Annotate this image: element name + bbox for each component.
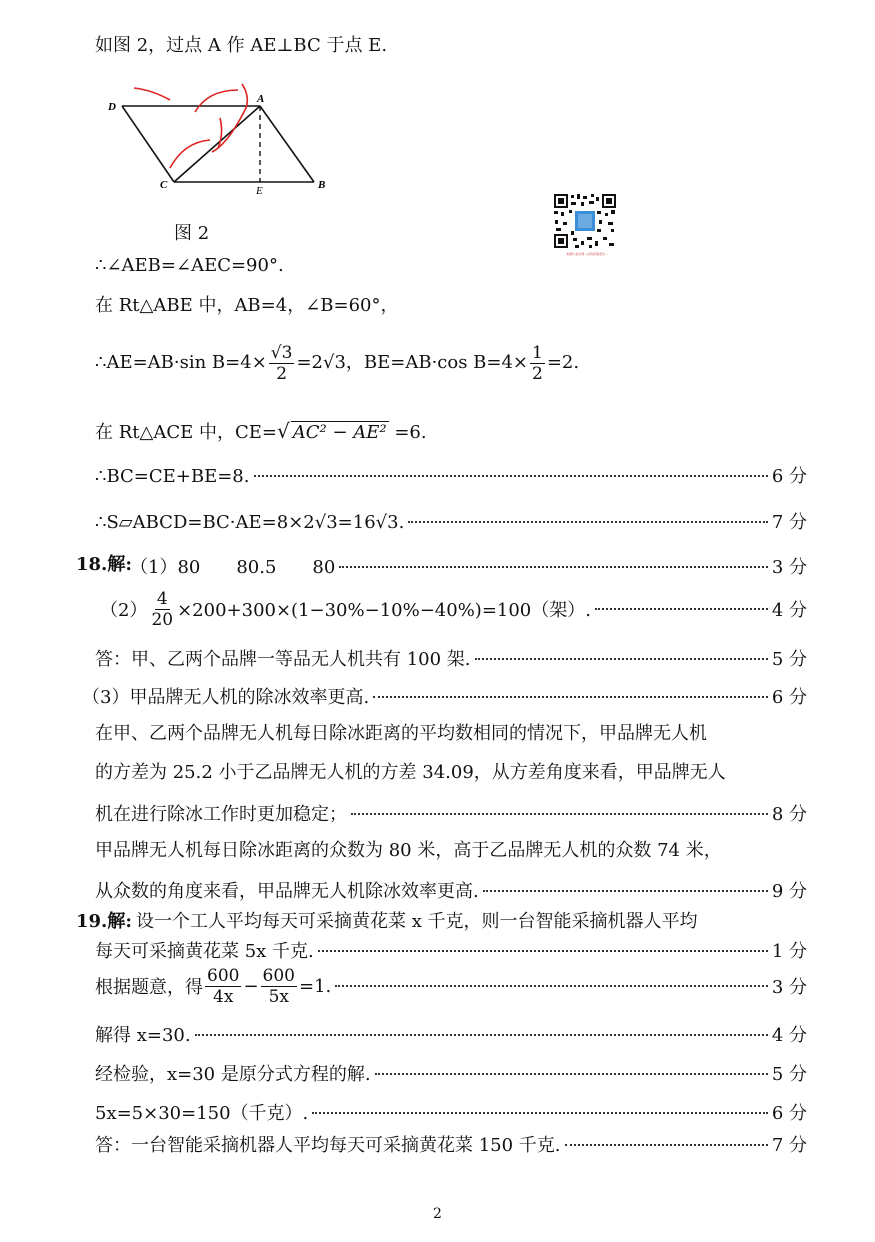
q18-part3 (82, 683, 807, 709)
leader-dots (351, 813, 768, 815)
score: 6 分 (771, 687, 807, 708)
intro-line: 如图 2，过点 A 作 AE⊥BC 于点 E. (95, 35, 388, 56)
q19-setup: 设一个工人平均每天可采摘黄花菜 x 千克，则一台智能采摘机器人平均 (135, 911, 698, 932)
fraction-numerator: 4 (156, 588, 168, 609)
q19-check (95, 1060, 807, 1086)
score: 4 分 (771, 1025, 807, 1046)
q19-first-line (76, 910, 698, 934)
q19-line-2 (95, 937, 807, 963)
fraction-denominator: 20 (151, 609, 174, 630)
leader-dots (195, 1034, 768, 1036)
label-c: C (160, 179, 168, 191)
fraction-denominator: 2 (532, 363, 543, 384)
score: 6 分 (771, 466, 807, 487)
fraction-numerator: √3 (270, 342, 293, 363)
line-bc (95, 462, 807, 488)
line-text: 5x=5×30=150（千克）. (95, 1103, 309, 1124)
fraction-numerator: 600 (207, 965, 240, 986)
line-text: 机在进行除冰工作时更加稳定； (95, 804, 347, 825)
equation-suffix: =1. (299, 975, 332, 997)
fraction-4-over-20 (149, 589, 175, 630)
minus-sign: − (243, 975, 259, 997)
fraction-1-over-2 (530, 343, 545, 384)
line-text: 答：一台智能采摘机器人平均每天可采摘黄花菜 150 千克. (95, 1135, 561, 1156)
rt-ace-part-2: =6. (388, 422, 427, 443)
fraction-denominator: 4x (213, 986, 234, 1007)
line-rt-abe: 在 Rt△ABE 中，AB=4，∠B=60°， (95, 295, 399, 316)
leader-dots (475, 658, 768, 660)
line-text: 解得 x=30. (95, 1025, 191, 1046)
q19-label: 19.解: (76, 911, 132, 932)
part2-prefix: （2） (100, 600, 148, 621)
q18-reason-3 (95, 800, 807, 826)
score: 6 分 (771, 1103, 807, 1124)
q18-reason-4: 甲品牌无人机每日除冰距离的众数为 80 米，高于乙品牌无人机的众数 74 米， (95, 840, 722, 861)
score: 3 分 (771, 977, 807, 998)
score: 4 分 (771, 600, 807, 621)
score: 9 分 (771, 881, 807, 902)
fraction-denominator: 5x (268, 986, 289, 1007)
page-number: 2 (433, 1206, 442, 1222)
leader-dots (483, 890, 768, 892)
fraction-600-over-5x (261, 966, 297, 1007)
leader-dots (595, 608, 768, 610)
q19-compute (95, 1099, 807, 1125)
score: 5 分 (771, 649, 807, 670)
part2-expression: ×200+300×(1−30%−10%−40%)=100（架）. (177, 600, 591, 621)
q18-answer (95, 645, 807, 671)
q19-equation (95, 963, 807, 1009)
leader-dots (254, 475, 768, 477)
line-text: ∴S▱ABCD=BC·AE=8×2√3=16√3. (95, 512, 405, 533)
line-text: 答：甲、乙两个品牌一等品无人机共有 100 架. (95, 649, 471, 670)
equation-prefix: 根据题意，得 (95, 977, 203, 998)
score: 8 分 (771, 804, 807, 825)
ae-be-part-2: =2√3，BE=AB·cos B=4× (296, 352, 529, 373)
q19-solve (95, 1021, 807, 1047)
q18-reason-1: 在甲、乙两个品牌无人机每日除冰距离的平均数相同的情况下，甲品牌无人机 (95, 723, 707, 744)
score: 3 分 (771, 557, 807, 578)
label-d: D (108, 101, 116, 113)
ae-be-part-3: =2. (546, 352, 580, 373)
fraction-numerator: 1 (532, 342, 543, 363)
score: 7 分 (771, 512, 807, 533)
line-text: ∴BC=CE+BE=8. (95, 466, 250, 487)
q18-reason-5 (95, 877, 807, 903)
leader-dots (312, 1112, 768, 1114)
line-text: 每天可采摘黄花菜 5x 千克. (95, 941, 314, 962)
fraction-600-over-4x (205, 966, 241, 1007)
leader-dots (318, 950, 768, 952)
line-area (95, 508, 807, 534)
line-text: 从众数的角度来看，甲品牌无人机除冰效率更高. (95, 881, 479, 902)
score: 1 分 (771, 941, 807, 962)
label-e: E (256, 185, 263, 197)
line-ae-be (95, 338, 579, 388)
leader-dots (375, 1073, 768, 1075)
leader-dots (565, 1144, 768, 1146)
fraction-sqrt3-over-2 (269, 343, 295, 384)
score: 5 分 (771, 1064, 807, 1085)
radical-sign: √ (276, 419, 290, 443)
fraction-denominator: 2 (276, 363, 288, 384)
q19-answer (95, 1131, 807, 1157)
line-text: （3）甲品牌无人机的除冰效率更高. (82, 687, 370, 708)
q18-reason-2: 的方差为 25.2 小于乙品牌无人机的方差 34.09，从方差角度来看，甲品牌无人 (95, 762, 726, 783)
q18-part1 (130, 553, 807, 579)
line-text: （1）80 80.5 80 (130, 557, 336, 578)
fraction-numerator: 600 (262, 965, 295, 986)
rt-ace-part-1: 在 Rt△ACE 中，CE= (95, 422, 277, 443)
line-angles: ∴∠AEB=∠AEC=90°. (95, 255, 284, 276)
label-a: A (257, 93, 265, 105)
q18-label: 18.解: (76, 554, 132, 575)
qr-code-image[interactable] (553, 193, 617, 249)
figure-caption: 图 2 (174, 223, 210, 244)
line-text: 经检验，x=30 是原分式方程的解. (95, 1064, 371, 1085)
radicand: AC² − AE² (292, 422, 387, 443)
leader-dots (335, 985, 768, 987)
leader-dots (408, 521, 768, 523)
q18-part2 (100, 586, 807, 632)
score: 7 分 (771, 1135, 807, 1156)
qr-caption: 本图片来自网...扫码获取更多... (566, 252, 608, 256)
leader-dots (339, 566, 767, 568)
line-rt-ace (95, 419, 427, 445)
label-b: B (318, 179, 326, 191)
ae-be-part-1: ∴AE=AB·sin B=4× (95, 352, 267, 373)
leader-dots (373, 696, 768, 698)
parallelogram-figure (100, 82, 340, 202)
